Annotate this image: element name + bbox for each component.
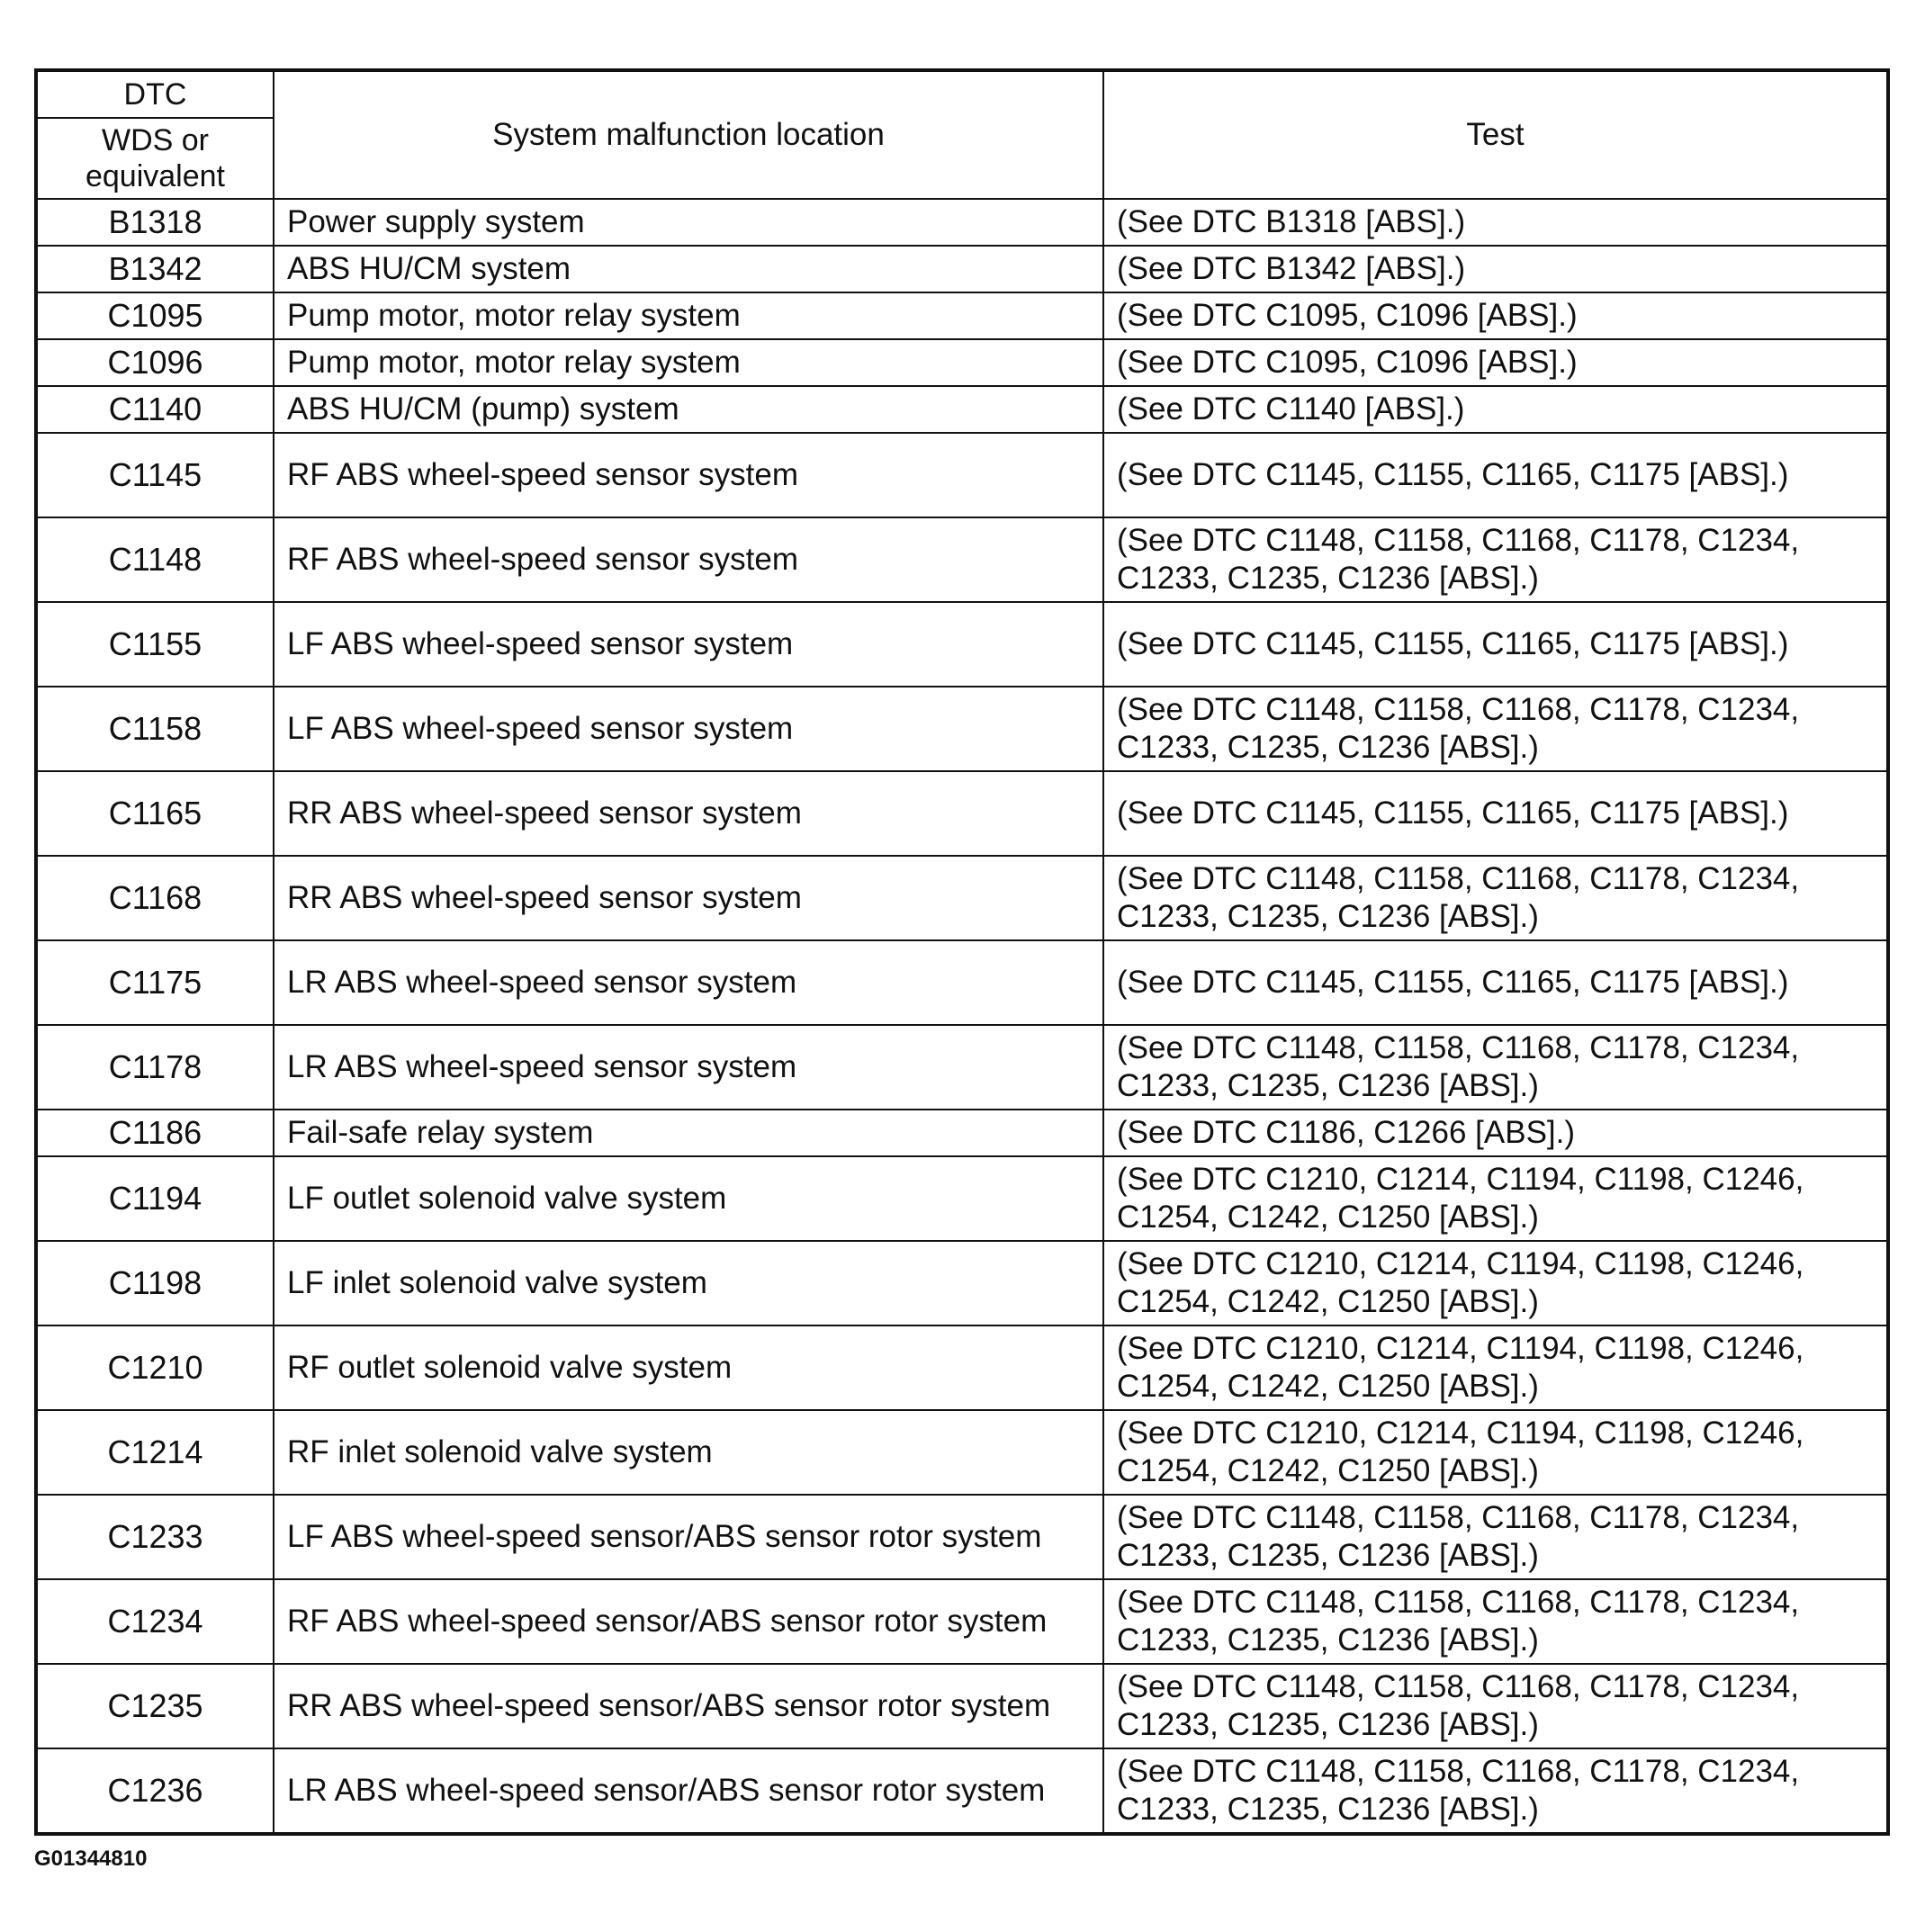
table-header: [36, 70, 1888, 199]
table-body: [36, 199, 1888, 1834]
dtc-code-cell: C1145: [36, 433, 274, 517]
malfunction-location-cell: LF ABS wheel-speed sensor system: [274, 687, 1103, 771]
table-row: [36, 771, 1888, 856]
dtc-code-cell: C1096: [36, 339, 274, 386]
dtc-code-cell: C1165: [36, 771, 274, 856]
malfunction-location-cell: RR ABS wheel-speed sensor system: [274, 856, 1103, 940]
malfunction-location-cell: LR ABS wheel-speed sensor system: [274, 1025, 1103, 1110]
test-reference-cell: (See DTC C1148, C1158, C1168, C1178, C1234, C1233, C1235, C1236 [ABS].): [1103, 856, 1888, 940]
test-reference-cell: (See DTC C1210, C1214, C1194, C1198, C1246, C1254, C1242, C1250 [ABS].): [1103, 1156, 1888, 1241]
dtc-code-cell: C1236: [36, 1748, 274, 1834]
dtc-code-cell: B1342: [36, 246, 274, 292]
table-row: [36, 292, 1888, 339]
dtc-table: [34, 68, 1890, 1836]
malfunction-location-cell: RF outlet solenoid valve system: [274, 1325, 1103, 1410]
dtc-code-cell: C1234: [36, 1579, 274, 1664]
malfunction-location-cell: LR ABS wheel-speed sensor/ABS sensor rotor system: [274, 1748, 1103, 1834]
header-dtc: DTC: [36, 70, 274, 118]
malfunction-location-cell: Pump motor, motor relay system: [274, 339, 1103, 386]
table-row: [36, 602, 1888, 687]
table-row: [36, 339, 1888, 386]
table-row: [36, 1110, 1888, 1156]
dtc-code-cell: C1168: [36, 856, 274, 940]
malfunction-location-cell: LF ABS wheel-speed sensor/ABS sensor rotor system: [274, 1495, 1103, 1579]
test-reference-cell: (See DTC C1210, C1214, C1194, C1198, C1246, C1254, C1242, C1250 [ABS].): [1103, 1410, 1888, 1495]
table-row: [36, 856, 1888, 940]
malfunction-location-cell: LF inlet solenoid valve system: [274, 1241, 1103, 1325]
dtc-code-cell: C1178: [36, 1025, 274, 1110]
dtc-code-cell: C1235: [36, 1664, 274, 1748]
dtc-code-cell: C1148: [36, 517, 274, 602]
table-row: [36, 199, 1888, 246]
malfunction-location-cell: LF ABS wheel-speed sensor system: [274, 602, 1103, 687]
dtc-table-container: [34, 68, 1886, 1836]
table-row: [36, 246, 1888, 292]
test-reference-cell: (See DTC C1145, C1155, C1165, C1175 [ABS].): [1103, 771, 1888, 856]
dtc-code-cell: B1318: [36, 199, 274, 246]
table-row: [36, 1241, 1888, 1325]
table-row: [36, 1495, 1888, 1579]
test-reference-cell: (See DTC C1145, C1155, C1165, C1175 [ABS].): [1103, 433, 1888, 517]
test-reference-cell: (See DTC C1210, C1214, C1194, C1198, C1246, C1254, C1242, C1250 [ABS].): [1103, 1241, 1888, 1325]
malfunction-location-cell: LR ABS wheel-speed sensor system: [274, 940, 1103, 1025]
malfunction-location-cell: Power supply system: [274, 199, 1103, 246]
test-reference-cell: (See DTC C1148, C1158, C1168, C1178, C1234, C1233, C1235, C1236 [ABS].): [1103, 1748, 1888, 1834]
malfunction-location-cell: RF ABS wheel-speed sensor system: [274, 517, 1103, 602]
table-row: [36, 940, 1888, 1025]
malfunction-location-cell: ABS HU/CM (pump) system: [274, 386, 1103, 433]
malfunction-location-cell: RF ABS wheel-speed sensor system: [274, 433, 1103, 517]
test-reference-cell: (See DTC B1342 [ABS].): [1103, 246, 1888, 292]
test-reference-cell: (See DTC C1148, C1158, C1168, C1178, C1234, C1233, C1235, C1236 [ABS].): [1103, 1025, 1888, 1110]
test-reference-cell: (See DTC C1148, C1158, C1168, C1178, C1234, C1233, C1235, C1236 [ABS].): [1103, 517, 1888, 602]
malfunction-location-cell: RF inlet solenoid valve system: [274, 1410, 1103, 1495]
table-row: [36, 1156, 1888, 1241]
test-reference-cell: (See DTC C1148, C1158, C1168, C1178, C1234, C1233, C1235, C1236 [ABS].): [1103, 1664, 1888, 1748]
malfunction-location-cell: Fail-safe relay system: [274, 1110, 1103, 1156]
figure-reference: G01344810: [34, 1847, 148, 1871]
header-test: Test: [1103, 70, 1888, 199]
dtc-code-cell: C1198: [36, 1241, 274, 1325]
header-wds: WDS or equivalent: [36, 118, 274, 199]
table-row: [36, 386, 1888, 433]
test-reference-cell: (See DTC C1148, C1158, C1168, C1178, C1234, C1233, C1235, C1236 [ABS].): [1103, 1495, 1888, 1579]
test-reference-cell: (See DTC C1145, C1155, C1165, C1175 [ABS].): [1103, 940, 1888, 1025]
table-row: [36, 687, 1888, 771]
test-reference-cell: (See DTC C1145, C1155, C1165, C1175 [ABS].): [1103, 602, 1888, 687]
malfunction-location-cell: LF outlet solenoid valve system: [274, 1156, 1103, 1241]
test-reference-cell: (See DTC C1148, C1158, C1168, C1178, C1234, C1233, C1235, C1236 [ABS].): [1103, 687, 1888, 771]
dtc-code-cell: C1140: [36, 386, 274, 433]
dtc-code-cell: C1158: [36, 687, 274, 771]
malfunction-location-cell: RF ABS wheel-speed sensor/ABS sensor rotor system: [274, 1579, 1103, 1664]
dtc-code-cell: C1095: [36, 292, 274, 339]
table-row: [36, 1410, 1888, 1495]
malfunction-location-cell: RR ABS wheel-speed sensor/ABS sensor rotor system: [274, 1664, 1103, 1748]
dtc-code-cell: C1210: [36, 1325, 274, 1410]
dtc-code-cell: C1155: [36, 602, 274, 687]
dtc-code-cell: C1186: [36, 1110, 274, 1156]
test-reference-cell: (See DTC C1148, C1158, C1168, C1178, C1234, C1233, C1235, C1236 [ABS].): [1103, 1579, 1888, 1664]
test-reference-cell: (See DTC C1210, C1214, C1194, C1198, C1246, C1254, C1242, C1250 [ABS].): [1103, 1325, 1888, 1410]
test-reference-cell: (See DTC C1095, C1096 [ABS].): [1103, 292, 1888, 339]
table-row: [36, 517, 1888, 602]
table-row: [36, 1325, 1888, 1410]
dtc-code-cell: C1233: [36, 1495, 274, 1579]
dtc-code-cell: C1175: [36, 940, 274, 1025]
malfunction-location-cell: ABS HU/CM system: [274, 246, 1103, 292]
table-row: [36, 433, 1888, 517]
test-reference-cell: (See DTC C1140 [ABS].): [1103, 386, 1888, 433]
test-reference-cell: (See DTC C1095, C1096 [ABS].): [1103, 339, 1888, 386]
header-location: System malfunction location: [274, 70, 1103, 199]
table-row: [36, 1748, 1888, 1834]
table-row: [36, 1025, 1888, 1110]
table-row: [36, 1664, 1888, 1748]
malfunction-location-cell: Pump motor, motor relay system: [274, 292, 1103, 339]
dtc-code-cell: C1194: [36, 1156, 274, 1241]
dtc-code-cell: C1214: [36, 1410, 274, 1495]
test-reference-cell: (See DTC C1186, C1266 [ABS].): [1103, 1110, 1888, 1156]
table-row: [36, 1579, 1888, 1664]
malfunction-location-cell: RR ABS wheel-speed sensor system: [274, 771, 1103, 856]
test-reference-cell: (See DTC B1318 [ABS].): [1103, 199, 1888, 246]
